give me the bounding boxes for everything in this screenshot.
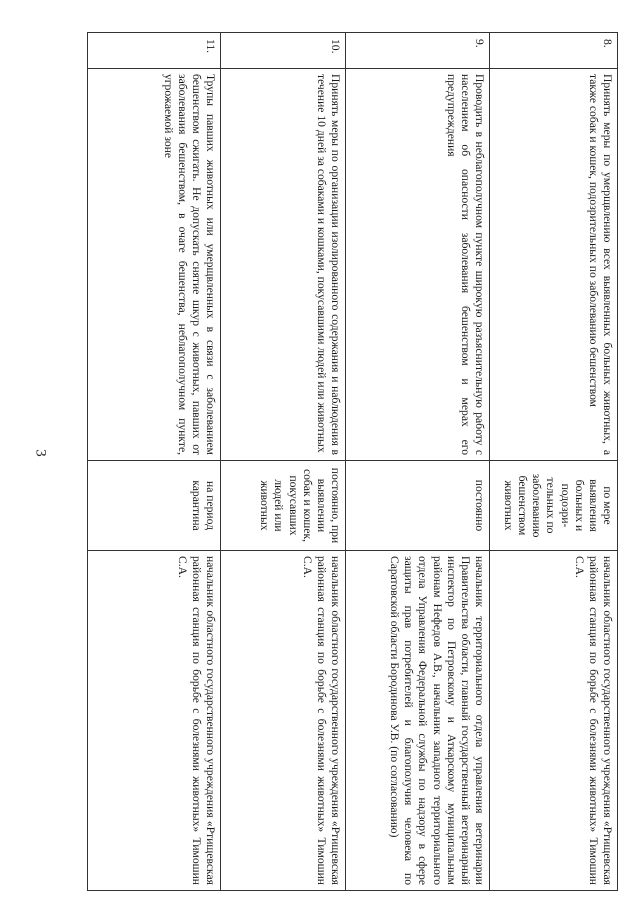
- action-cell: Трупы павших животных или умерщвленных в связи с заболеванием бешенством сжигать. Не допускать снятие шкур с животных, павших от заболевания бешенством, в очаге бешенства, неблагополучном пункте, угрожаемой зоне: [88, 69, 221, 461]
- action-cell: Принять меры по умерщвлению всех выявленных больных животных, а также собак и кошек, подозрительных по заболеванию бешенством: [490, 69, 618, 461]
- responsible-cell: начальник областного государственного учреждения «Ртищевская районная станция по борьбе с болезнями животных» Тимошин С.А.: [490, 551, 618, 891]
- term-cell: по мере выявления больных и подозри-тельных по заболеванию бешенством животных: [490, 461, 618, 551]
- table-row: [490, 33, 618, 891]
- responsible-cell: начальник областного государственного учреждения «Ртищевская районная станция по борьбе с болезнями животных» Тимошин С.А.: [88, 551, 221, 891]
- row-number: 9.: [346, 33, 490, 69]
- table-row: [221, 33, 346, 891]
- responsible-cell: начальник территориального отдела управления ветеринарии Правительства области, главный государственный ветеринарный инспектор по Петровскому и Аткарскому муниципальным районам Нефедов А.В., начальник западного территориального отдела Управления Федеральной службы по надзору в сфере защиты прав потребителей и благополучия человека по Саратовской области Бородинова У.В. (по согласованию): [346, 551, 490, 891]
- measures-table: [87, 32, 618, 891]
- term-cell: на период карантина: [88, 461, 221, 551]
- row-number: 11.: [88, 33, 221, 69]
- measures-table-container: [88, 32, 618, 890]
- row-number: 8.: [490, 33, 618, 69]
- term-cell: постоянно, при выявлении собак и кошек, покусавших людей или животных: [221, 461, 346, 551]
- action-cell: Проводить в неблагополучном пункте широкую разъяснительную работу с населением об опасности заболевания бешенством и мерах его предупреждения: [346, 69, 490, 461]
- page-number: 3: [32, 449, 49, 457]
- table-row: [346, 33, 490, 891]
- term-cell: постоянно: [346, 461, 490, 551]
- action-cell: Принять меры по организации изолированного содержания и наблюдения в течение 10 дней за собаками и кошками, покусавшими людей или животных: [221, 69, 346, 461]
- table-row: [88, 33, 221, 891]
- row-number: 10.: [221, 33, 346, 69]
- responsible-cell: начальник областного государственного учреждения «Ртищевская районная станция по борьбе с болезнями животных» Тимошин С.А.: [221, 551, 346, 891]
